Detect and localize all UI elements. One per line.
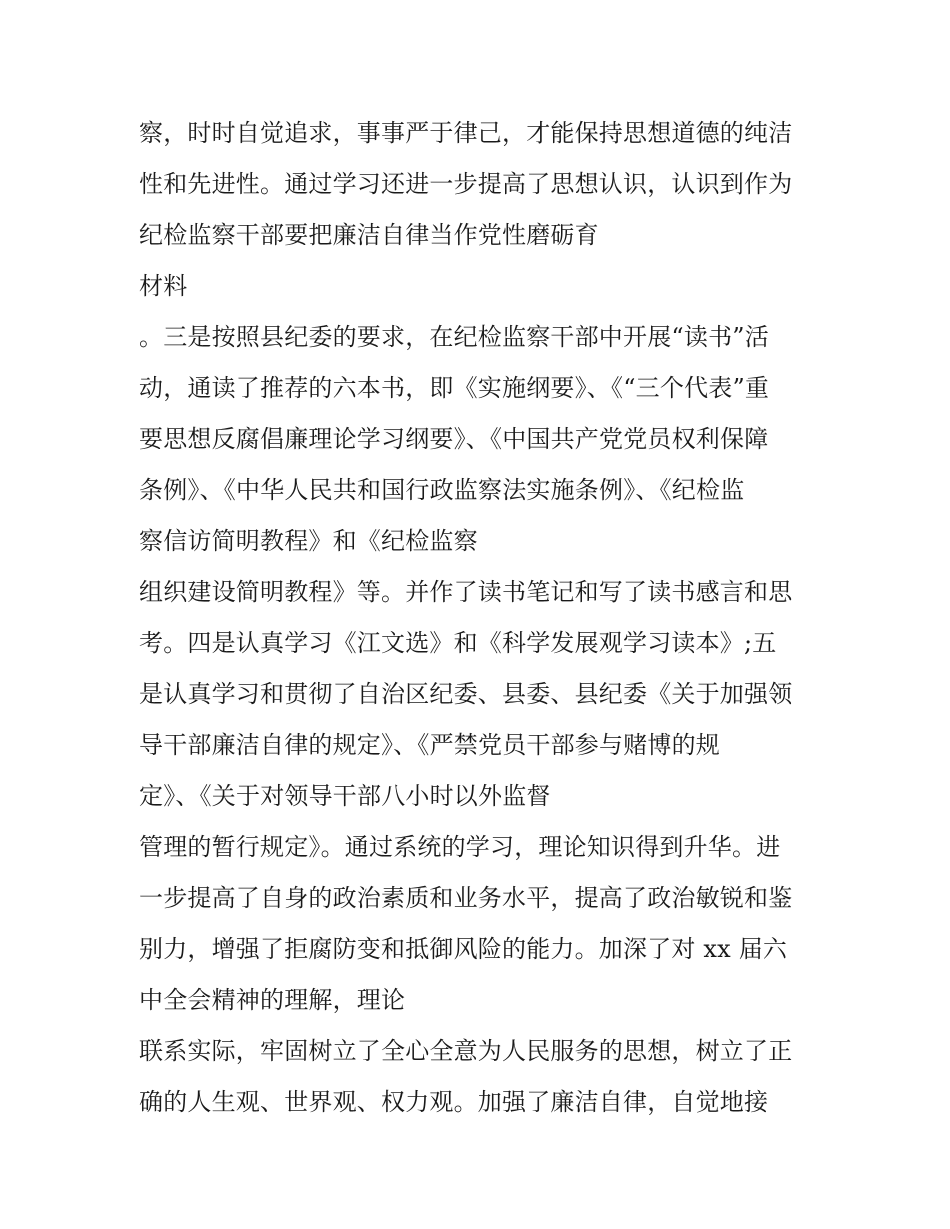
text-line: 要思想反腐倡廉理论学习纲要》、《中国共产党党员权利保障 xyxy=(139,425,769,453)
text-line: 材料 xyxy=(139,272,188,300)
text-line: 察，时时自觉追求，事事严于律己，才能保持思想道德的纯洁 xyxy=(139,119,793,147)
text-line: 一步提高了自身的政治素质和业务水平，提高了政治敏锐和鉴 xyxy=(139,884,793,912)
text-line: 是认真学习和贯彻了自治区纪委、县委、县纪委《关于加强领 xyxy=(139,680,793,708)
text-line: 定》、《关于对领导干部八小时以外监督 xyxy=(139,782,551,810)
text-line: 导干部廉洁自律的规定》、《严禁党员干部参与赌博的规 xyxy=(139,731,720,759)
text-line: 考。四是认真学习《江文选》和《科学发展观学习读本》;五 xyxy=(139,629,777,657)
text-line: 察信访简明教程》和《纪检监察 xyxy=(139,527,478,555)
document-body xyxy=(139,108,829,1128)
text-line: 性和先进性。通过学习还进一步提高了思想认识，认识到作为 xyxy=(139,170,793,198)
text-line: 条例》、《中华人民共和国行政监察法实施条例》、《纪检监 xyxy=(139,476,745,504)
text-line: 中全会精神的理解，理论 xyxy=(139,986,406,1014)
text-line: 别力，增强了拒腐防变和抵御风险的能力。加深了对 xx 届六 xyxy=(139,935,788,963)
text-line: 。三是按照县纪委的要求，在纪检监察干部中开展“读书”活 xyxy=(139,323,769,351)
text-line: 动，通读了推荐的六本书，即《实施纲要》、《“三个代表”重 xyxy=(139,374,770,402)
text-line: 组织建设简明教程》等。并作了读书笔记和写了读书感言和思 xyxy=(139,578,793,606)
text-line: 联系实际，牢固树立了全心全意为人民服务的思想，树立了正 xyxy=(139,1037,793,1065)
text-line: 管理的暂行规定》。通过系统的学习，理论知识得到升华。进 xyxy=(139,833,781,861)
text-line: 确的人生观、世界观、权力观。加强了廉洁自律，自觉地接 xyxy=(139,1088,769,1116)
text-line: 纪检监察干部要把廉洁自律当作党性磨砺育 xyxy=(139,221,599,249)
